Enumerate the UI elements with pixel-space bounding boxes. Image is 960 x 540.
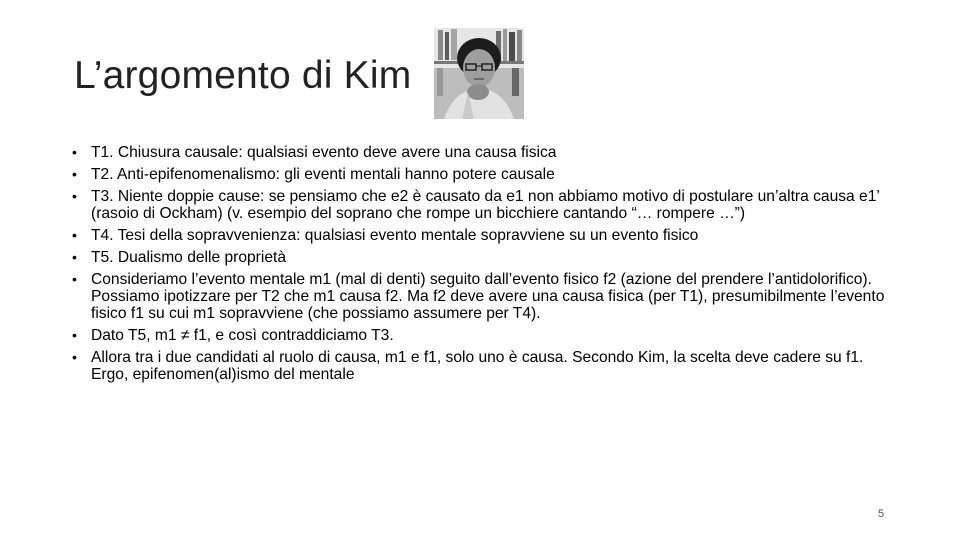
- bullet-dot: •: [72, 249, 77, 265]
- bullet-text: Consideriamo l’evento mentale m1 (mal di denti) seguito dall’evento fisico f2 (azione del prendere l’antidolorifico). Possiamo ipotizzare per T2 che m1 causa f2. Ma f2 deve avere una causa fisica (per T1), presumibilmente l’evento fisico f1 su cui m1 sopravviene (che possiamo assumere per T4).: [91, 271, 885, 322]
- portrait-image: [434, 28, 524, 119]
- bullet-item: [72, 166, 892, 183]
- bullet-dot: •: [72, 271, 77, 287]
- bullet-item: [72, 227, 892, 244]
- bullet-item: [72, 144, 892, 161]
- bullet-dot: •: [72, 188, 77, 204]
- bullet-dot: •: [72, 327, 77, 343]
- bullet-text: T2. Anti-epifenomenalismo: gli eventi mentali hanno potere causale: [91, 166, 555, 183]
- bullet-dot: •: [72, 166, 77, 182]
- bullet-dot: •: [72, 227, 77, 243]
- bullet-list: [72, 144, 892, 388]
- bullet-dot: •: [72, 349, 77, 365]
- bullet-item: [72, 349, 892, 383]
- bullet-item: [72, 271, 892, 322]
- bullet-text: T1. Chiusura causale: qualsiasi evento deve avere una causa fisica: [91, 144, 557, 161]
- slide-title: L’argomento di Kim: [74, 54, 412, 97]
- bullet-text: Allora tra i due candidati al ruolo di causa, m1 e f1, solo uno è causa. Secondo Kim, la scelta deve cadere su f1. Ergo, epifenomen(al)ismo del mentale: [91, 349, 864, 383]
- bullet-text: T4. Tesi della sopravvenienza: qualsiasi evento mentale sopravviene su un evento fisico: [91, 227, 699, 244]
- bullet-item: [72, 249, 892, 266]
- bullet-text: Dato T5, m1 ≠ f1, e così contraddiciamo T3.: [91, 327, 394, 344]
- bullet-item: [72, 327, 892, 344]
- bullet-text: T5. Dualismo delle proprietà: [91, 249, 287, 266]
- bullet-item: [72, 188, 892, 222]
- portrait-photo: [434, 28, 524, 119]
- bullet-dot: •: [72, 144, 77, 160]
- page-number: 5: [878, 508, 885, 520]
- bullet-text: T3. Niente doppie cause: se pensiamo che e2 è causato da e1 non abbiamo motivo di postulare un’altra causa e1’ (rasoio di Ockham) (v. esempio del soprano che rompe un bicchiere cantando “… rompere …”): [91, 188, 880, 222]
